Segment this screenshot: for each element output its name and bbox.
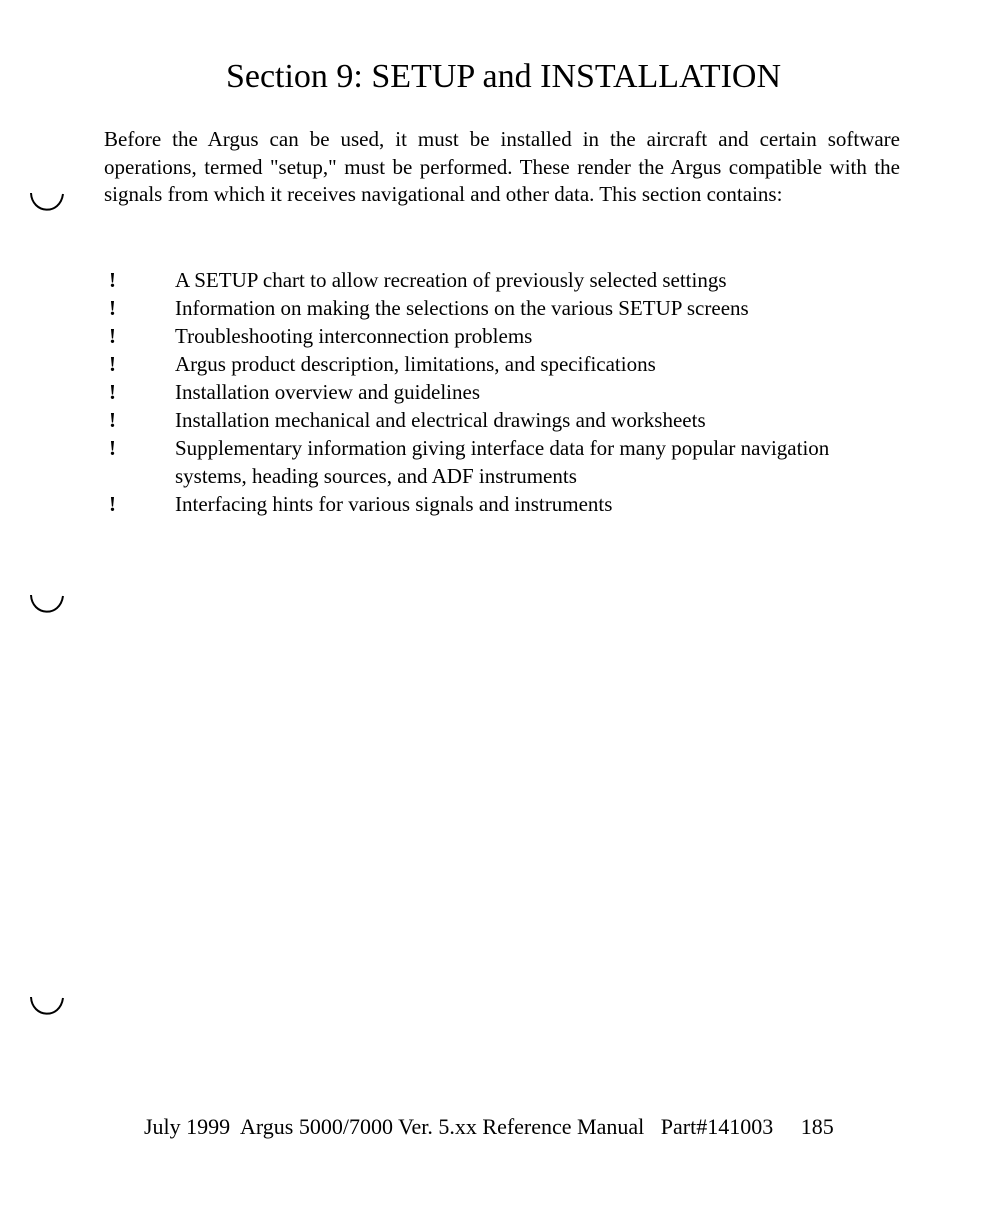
list-item-text: Supplementary information giving interface data for many popular navigation systems, heading sources, and ADF instruments: [175, 436, 830, 488]
list-item-text: Installation overview and guidelines: [175, 380, 481, 404]
contents-list: [104, 266, 904, 518]
list-item-text: Installation mechanical and electrical drawings and worksheets: [175, 408, 706, 432]
list-item-text: Interfacing hints for various signals and instruments: [175, 492, 613, 516]
bullet-mark: !: [109, 268, 116, 292]
list-item: [104, 350, 904, 378]
bullet-mark: !: [109, 436, 116, 460]
bullet-mark: !: [109, 324, 116, 348]
footer-manual-title: Argus 5000/7000 Ver. 5.xx Reference Manual: [239, 1114, 645, 1139]
intro-paragraph: Before the Argus can be used, it must be installed in the aircraft and certain software operations, termed "setup," must be performed. These render the Argus compatible with the signals from which it receives navigational and other data. This section contains:: [104, 127, 900, 206]
footer-part-number: Part#141003: [660, 1114, 774, 1139]
binder-hole-top: [28, 190, 66, 224]
list-item-text: Information on making the selections on the various SETUP screens: [175, 296, 749, 320]
list-item: [104, 322, 904, 350]
list-item: [104, 434, 904, 490]
bullet-mark: !: [109, 352, 116, 376]
list-item-text: Troubleshooting interconnection problems: [175, 324, 533, 348]
page-number: 185: [800, 1114, 834, 1139]
section-title: Section 9: SETUP and INSTALLATION: [225, 58, 782, 95]
list-item-text: A SETUP chart to allow recreation of previously selected settings: [175, 268, 727, 292]
list-item: [104, 266, 904, 294]
binder-hole-middle: [28, 592, 66, 626]
page-footer: [144, 1113, 834, 1141]
footer-date: July 1999: [144, 1114, 231, 1139]
list-item: [104, 406, 904, 434]
bullet-mark: !: [109, 408, 116, 432]
list-item-text: Argus product description, limitations, and specifications: [175, 352, 656, 376]
list-item: [104, 378, 904, 406]
bullet-mark: !: [109, 296, 116, 320]
binder-hole-bottom: [28, 994, 66, 1028]
list-item: [104, 490, 904, 518]
bullet-mark: !: [109, 492, 116, 516]
bullet-mark: !: [109, 380, 116, 404]
list-item: [104, 294, 904, 322]
